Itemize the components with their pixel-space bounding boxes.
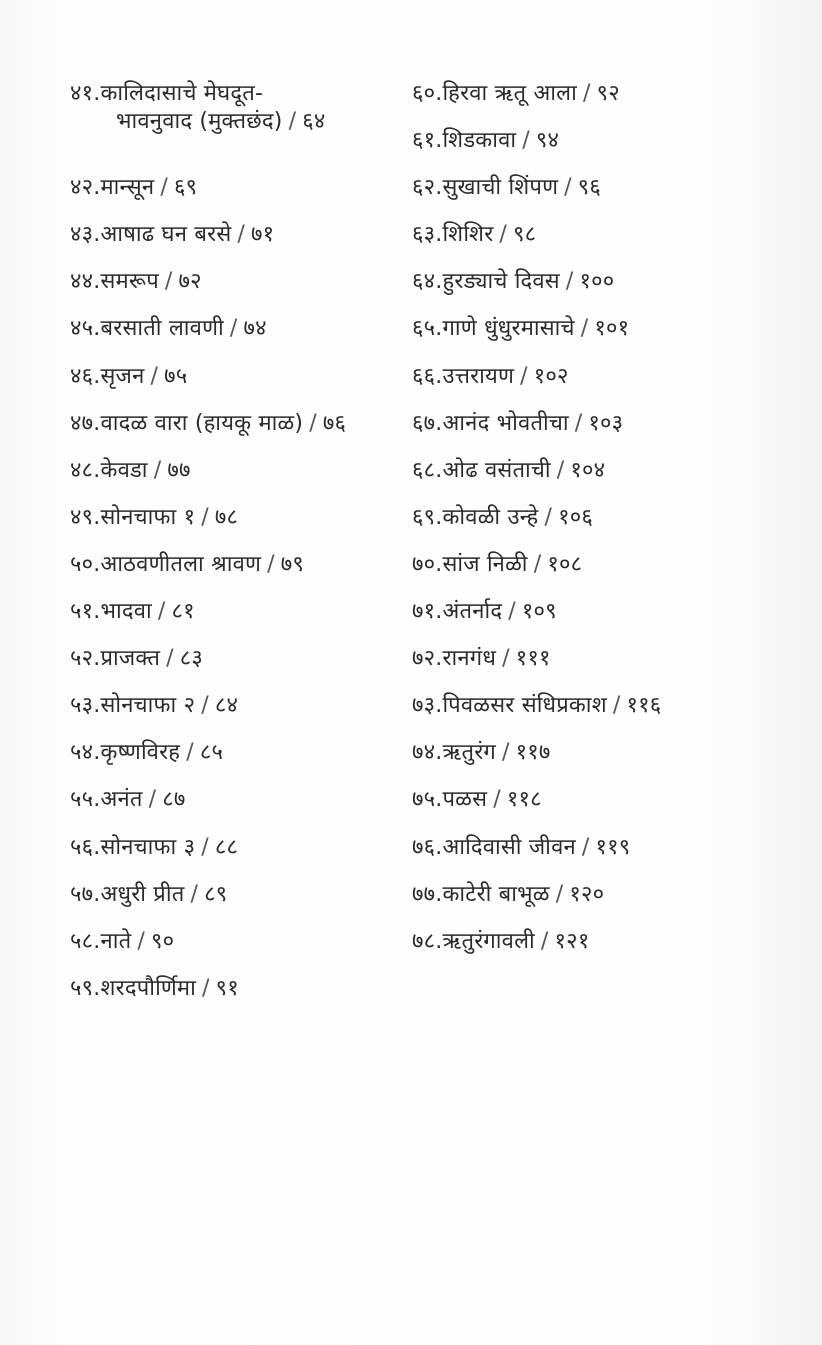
toc-entry — [70, 221, 410, 268]
toc-entry-separator: / — [508, 599, 516, 625]
toc-entry-page-number: ८४ — [214, 693, 239, 719]
toc-entry — [412, 268, 812, 315]
toc-entry-separator: / — [153, 457, 162, 483]
toc-entry-title: ऋतुरंगावली — [442, 928, 535, 954]
toc-left-column — [70, 80, 410, 1022]
toc-entry-title: सोनचाफा १ — [100, 504, 196, 530]
toc-entry — [412, 551, 812, 598]
toc-entry-number: ४२. — [70, 175, 101, 201]
toc-entry-title: रानगंध — [442, 646, 497, 672]
toc-entry — [412, 221, 812, 268]
toc-entry — [70, 739, 410, 786]
toc-entry-title: समरूप — [100, 269, 159, 295]
toc-entry-number: ६१. — [412, 128, 443, 154]
toc-entry-page-number: १०१ — [594, 316, 630, 342]
toc-entry — [412, 692, 812, 739]
toc-entry-number: ६७. — [412, 410, 443, 436]
toc-entry-title: मान्सून — [100, 175, 155, 201]
toc-entry — [70, 928, 410, 975]
toc-entry-title: सुखाची शिंपण — [442, 175, 559, 201]
toc-entry-page-number: १२१ — [554, 928, 590, 954]
toc-entry-separator: / — [540, 928, 549, 954]
toc-entry-title: प्राजक्त — [100, 646, 161, 672]
toc-entry-separator: / — [150, 363, 159, 389]
toc-entry-title: सोनचाफा ३ — [100, 834, 196, 860]
toc-entry-page-number: ९४ — [535, 128, 560, 154]
toc-entry — [70, 457, 410, 504]
toc-entry-title: आषाढ घन बरसे — [100, 222, 232, 248]
toc-entry-page-number: ७१ — [251, 222, 275, 248]
toc-entry-number: ७१. — [412, 599, 443, 625]
toc-entry-separator: / — [556, 457, 565, 483]
toc-entry — [412, 928, 812, 975]
toc-entry-title: पळस — [442, 787, 488, 813]
toc-entry-page-number: ९६ — [577, 175, 602, 201]
toc-entry-separator: / — [501, 740, 510, 766]
toc-entry-separator: / — [288, 109, 297, 134]
toc-entry-separator: / — [574, 410, 583, 436]
toc-entry — [70, 551, 410, 598]
toc-entry-page-number: ७७ — [167, 457, 191, 483]
toc-entry — [70, 410, 410, 457]
toc-entry-page-number: ६४ — [302, 109, 326, 134]
toc-entry — [412, 363, 812, 410]
toc-entry — [70, 268, 410, 315]
toc-entry-title: वादळ वारा (हायकू माळ) — [100, 410, 304, 436]
toc-entry-title: अंतर्नाद — [442, 599, 503, 625]
toc-entry — [70, 80, 410, 174]
toc-entry-number: ७८. — [412, 928, 443, 954]
toc-entry-number: ५१. — [70, 599, 101, 625]
toc-entry-separator: / — [309, 410, 317, 436]
toc-entry-number: ६२. — [412, 175, 443, 201]
toc-entry-title: काटेरी बाभूळ — [442, 881, 550, 907]
toc-entry-number: ६५. — [412, 316, 443, 342]
toc-entry-page-number: १११ — [515, 646, 551, 672]
toc-entry-separator: / — [581, 834, 590, 860]
toc-entry-separator: / — [502, 646, 510, 672]
toc-entry-number: ६४. — [412, 269, 443, 295]
toc-entry-page-number: ९१ — [215, 975, 239, 1001]
toc-entry-separator: / — [148, 787, 157, 813]
toc-entry — [412, 598, 812, 645]
toc-entry — [70, 881, 410, 928]
toc-entry-number: ४१. — [70, 81, 101, 106]
toc-entry-number: ५९. — [70, 975, 101, 1001]
toc-entry-title: शिडकावा — [442, 128, 517, 154]
toc-entry-separator: / — [499, 222, 508, 248]
toc-entry-number: ७२. — [412, 646, 443, 672]
toc-entry-separator: / — [520, 363, 528, 389]
toc-entry-page-number: ८९ — [204, 881, 228, 907]
toc-entry-title: पिवळसर संधिप्रकाश — [442, 693, 607, 719]
toc-entry-title: हुरड्याचे दिवस — [442, 269, 560, 295]
toc-entry-page-number: ८८ — [214, 834, 239, 860]
toc-entry-number: ७३. — [412, 693, 443, 719]
toc-entry-title: कालिदासाचे मेघदूत- — [100, 81, 264, 106]
toc-entry-page-number: ९२ — [596, 81, 620, 106]
toc-entry-number: ७४. — [412, 740, 443, 766]
toc-entry-separator: / — [229, 316, 238, 342]
toc-entry-page-number: १०९ — [521, 599, 557, 625]
toc-entry-page-number: ७८ — [214, 504, 239, 530]
toc-entry-separator: / — [186, 740, 194, 766]
toc-entry-number: ६०. — [412, 81, 443, 106]
toc-entry — [70, 174, 410, 221]
toc-entry-number: ५०. — [70, 551, 101, 577]
toc-entry-number: ५६. — [70, 834, 101, 860]
toc-entry-page-number: ६९ — [173, 175, 198, 201]
toc-entry-separator: / — [160, 175, 168, 201]
toc-entry — [412, 645, 812, 692]
toc-entry-title: शरदपौर्णिमा — [100, 975, 196, 1001]
toc-right-column — [412, 80, 812, 975]
toc-entry-title-line2: भावनुवाद (मुक्तछंद) — [116, 109, 283, 134]
toc-entry-page-number: १२० — [569, 881, 605, 907]
toc-entry-number: ५२. — [70, 646, 101, 672]
toc-entry — [412, 504, 812, 551]
toc-entry-page-number: ९८ — [513, 222, 537, 248]
toc-entry-page-number: ८१ — [171, 599, 195, 625]
toc-entry — [70, 363, 410, 410]
toc-entry-page-number: ७४ — [243, 316, 267, 342]
toc-entry-page-number: १०६ — [558, 504, 593, 530]
toc-entry — [70, 645, 410, 692]
toc-entry-title-continued — [70, 108, 410, 136]
toc-entry-number: ६९. — [412, 504, 443, 530]
toc-entry-separator: / — [201, 504, 209, 530]
toc-entry-number: ४९. — [70, 504, 101, 530]
toc-entry-separator: / — [555, 881, 564, 907]
toc-entry-title: गाणे धुंधुरमासाचे — [442, 316, 575, 342]
toc-entry-separator: / — [267, 551, 275, 577]
toc-entry — [70, 786, 410, 833]
toc-entry-title: आठवणीतला श्रावण — [100, 551, 262, 577]
toc-entry-separator: / — [522, 128, 530, 154]
toc-entry-title: बरसाती लावणी — [100, 316, 224, 342]
toc-entry-title: सांज निळी — [442, 551, 528, 577]
toc-entry-number: ४४. — [70, 269, 101, 295]
toc-entry-number: ५४. — [70, 740, 101, 766]
toc-entry-separator: / — [493, 787, 501, 813]
toc-entry-title: अनंत — [100, 787, 143, 813]
toc-entry-page-number: ११८ — [506, 787, 542, 813]
toc-entry-title: सृजन — [100, 363, 145, 389]
toc-entry-separator: / — [201, 834, 209, 860]
toc-entry-separator: / — [533, 551, 542, 577]
toc-entry-number: ४६. — [70, 363, 101, 389]
toc-entry-page-number: ८७ — [162, 787, 186, 813]
toc-entry-page-number: १०३ — [588, 410, 624, 436]
toc-entry-page-number: ११९ — [595, 834, 631, 860]
toc-entry-number: ५५. — [70, 787, 101, 813]
toc-entry-page-number: १०४ — [570, 457, 606, 483]
toc-entry-number: ४८. — [70, 457, 101, 483]
toc-entry-number: ६६. — [412, 363, 443, 389]
toc-entry-page-number: ११६ — [626, 693, 662, 719]
toc-entry — [412, 834, 812, 881]
toc-entry-page-number: ७२ — [178, 269, 202, 295]
toc-entry-page-number: ७९ — [280, 551, 305, 577]
toc-entry — [70, 504, 410, 551]
toc-entry-number: ५७. — [70, 881, 101, 907]
toc-entry-title: अधुरी प्रीत — [100, 881, 185, 907]
toc-entry-title: नाते — [100, 928, 132, 954]
toc-entry-separator: / — [164, 269, 173, 295]
toc-entry-separator: / — [544, 504, 553, 530]
toc-entry-separator: / — [190, 881, 199, 907]
toc-entry — [70, 598, 410, 645]
toc-entry-separator: / — [201, 975, 210, 1001]
toc-entry-separator: / — [201, 693, 209, 719]
toc-entry — [412, 410, 812, 457]
toc-entry-separator: / — [582, 81, 591, 106]
toc-entry-page-number: १०८ — [547, 551, 583, 577]
toc-entry-page-number: ९० — [150, 928, 175, 954]
toc-entry-separator: / — [612, 693, 621, 719]
toc-entry — [412, 786, 812, 833]
toc-entry-title: भादवा — [100, 599, 152, 625]
toc-entry — [412, 127, 812, 174]
toc-entry-title: ओढ वसंताची — [442, 457, 551, 483]
toc-entry-title: उत्तरायण — [442, 363, 515, 389]
toc-entry-title: ऋतुरंग — [442, 740, 496, 766]
toc-entry — [70, 834, 410, 881]
toc-entry-number: ४३. — [70, 222, 101, 248]
toc-entry-page-number: १०० — [579, 269, 615, 295]
toc-entry-number: ६८. — [412, 457, 443, 483]
toc-entry-title: सोनचाफा २ — [100, 693, 196, 719]
toc-entry-page-number: ८३ — [179, 646, 204, 672]
toc-entry — [70, 692, 410, 739]
toc-entry-page-number: ८५ — [199, 740, 224, 766]
toc-entry — [412, 80, 812, 127]
toc-entry-number: ७७. — [412, 881, 443, 907]
toc-entry-number: ५३. — [70, 693, 101, 719]
toc-entry-title: हिरवा ऋतू आला — [442, 81, 577, 106]
toc-entry-separator: / — [157, 599, 166, 625]
toc-entry-number: ४७. — [70, 410, 101, 436]
toc-entry-number: ७६. — [412, 834, 443, 860]
toc-entry-separator: / — [137, 928, 145, 954]
toc-entry-title: शिशिर — [442, 222, 494, 248]
toc-entry-page-number: ७६ — [322, 410, 347, 436]
toc-entry — [412, 174, 812, 221]
toc-entry-title: कृष्णविरह — [100, 740, 181, 766]
toc-entry-title: आदिवासी जीवन — [442, 834, 576, 860]
toc-entry-page-number: ७५ — [164, 363, 188, 389]
toc-entry — [412, 739, 812, 786]
toc-entry-title: आनंद भोवतीचा — [442, 410, 569, 436]
toc-entry-number: ५८. — [70, 928, 101, 954]
toc-entry-title: केवडा — [100, 457, 148, 483]
toc-entry-page-number: १०२ — [533, 363, 569, 389]
toc-entry-number: ६३. — [412, 222, 443, 248]
toc-entry-separator: / — [565, 269, 574, 295]
toc-entry-separator: / — [564, 175, 572, 201]
toc-entry — [70, 315, 410, 362]
toc-entry-separator: / — [237, 222, 246, 248]
toc-entry-number: ७५. — [412, 787, 443, 813]
toc-entry-number: ४५. — [70, 316, 101, 342]
toc-entry-number: ७०. — [412, 551, 443, 577]
toc-entry-separator: / — [580, 316, 589, 342]
toc-entry — [412, 315, 812, 362]
toc-entry — [412, 881, 812, 928]
toc-entry — [70, 975, 410, 1022]
toc-entry-page-number: ११७ — [515, 740, 551, 766]
toc-entry — [412, 457, 812, 504]
toc-entry-separator: / — [166, 646, 174, 672]
toc-entry-title: कोवळी उन्हे — [442, 504, 539, 530]
